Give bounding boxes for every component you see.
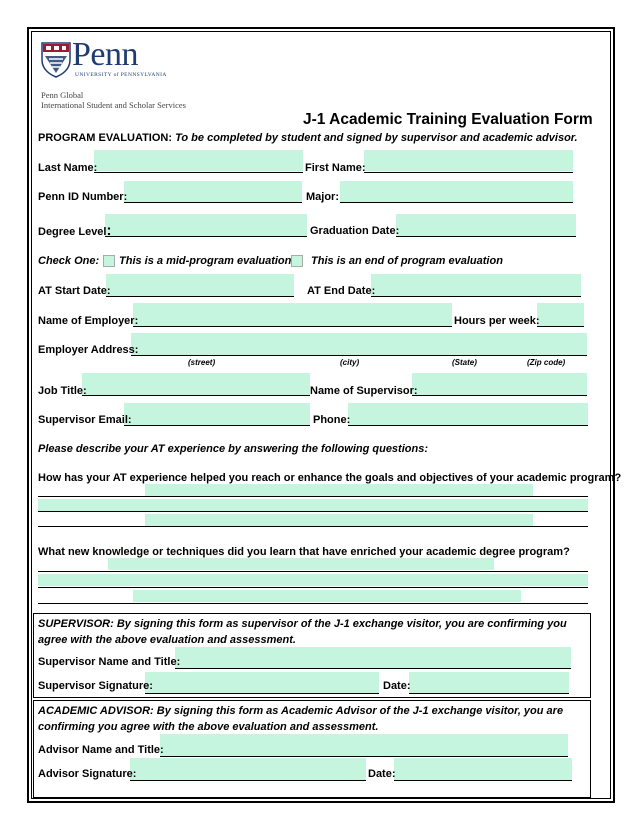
- employer-name-line: [133, 326, 452, 327]
- degree-level-line: [105, 236, 307, 237]
- supervisor-signature-label: Supervisor Signature:: [38, 680, 153, 692]
- supervisor-name-line: [412, 395, 587, 396]
- degree-level-text: Degree Level: [38, 226, 107, 238]
- job-title-field[interactable]: [82, 373, 310, 395]
- employer-address-label: Employer Address:: [38, 344, 139, 356]
- program-evaluation-label: PROGRAM EVALUATION:: [38, 132, 173, 144]
- major-line: [340, 202, 573, 203]
- phone-line: [348, 425, 588, 426]
- dept-line-2: International Student and Scholar Services: [41, 100, 186, 110]
- major-label: Major:: [306, 191, 339, 203]
- graduation-date-label: Graduation Date:: [310, 225, 400, 237]
- address-state-hint: (State): [452, 358, 477, 367]
- penn-shield-icon: [41, 42, 71, 83]
- answer-1-line-2[interactable]: [38, 499, 588, 511]
- answer-2-line-2[interactable]: [38, 574, 588, 586]
- supervisor-name-label: Name of Supervisor:: [310, 385, 418, 397]
- supervisor-name-title-field[interactable]: [175, 647, 571, 668]
- answer-2-rule-1: [38, 571, 588, 572]
- address-street-hint: (street): [188, 358, 216, 367]
- answer-1-rule-2: [38, 511, 588, 512]
- answer-2-rule-2: [38, 587, 588, 588]
- answer-2-rule-3: [38, 603, 588, 604]
- supervisor-statement: SUPERVISOR: By signing this form as supervisor of the J-1 exchange visitor, you are confirming you agree with the above evaluation and assessment.: [38, 618, 567, 646]
- advisor-signature-field[interactable]: [130, 758, 366, 780]
- supervisor-name-field[interactable]: [412, 373, 587, 395]
- hours-per-week-line: [537, 326, 584, 327]
- end-program-option: This is an end of program evaluation: [311, 255, 503, 267]
- at-start-date-line: [106, 296, 294, 297]
- phone-field[interactable]: [348, 403, 588, 425]
- first-name-field[interactable]: [364, 150, 573, 171]
- answer-1-line-3[interactable]: [145, 514, 533, 526]
- penn-id-label: Penn ID Number:: [38, 191, 128, 203]
- mid-program-option: This is a mid-program evaluation: [119, 255, 292, 267]
- employer-name-label: Name of Employer:: [38, 315, 139, 327]
- employer-address-field[interactable]: [131, 333, 587, 355]
- supervisor-name-title-label: Supervisor Name and Title:: [38, 656, 181, 668]
- advisor-date-line: [394, 780, 572, 781]
- questions-intro: Please describe your AT experience by answering the following questions:: [38, 443, 428, 455]
- advisor-name-title-field[interactable]: [160, 734, 568, 756]
- penn-logo-wordmark: Penn: [72, 36, 138, 73]
- advisor-date-label: Date:: [368, 768, 396, 780]
- degree-level-label: [38, 224, 111, 239]
- hours-per-week-label: Hours per week:: [454, 315, 540, 327]
- answer-2-line-1[interactable]: [108, 558, 494, 570]
- program-evaluation-header: [38, 132, 578, 145]
- supervisor-email-label: Supervisor Email:: [38, 414, 132, 426]
- question-2: What new knowledge or techniques did you learn that have enriched your academic degree program?: [38, 546, 570, 558]
- end-program-checkbox[interactable]: [291, 255, 303, 267]
- advisor-name-title-line: [160, 756, 568, 757]
- penn-id-line: [124, 202, 302, 203]
- job-title-line: [82, 395, 310, 396]
- check-one-label: Check One:: [38, 255, 100, 267]
- advisor-statement: ACADEMIC ADVISOR: By signing this form as Academic Advisor of the J-1 exchange visitor, you are confirming you agree with the above evaluation and assessment.: [38, 705, 564, 733]
- degree-level-field[interactable]: [105, 214, 307, 236]
- supervisor-signature-field[interactable]: [145, 672, 379, 693]
- employer-address-line: [131, 355, 587, 356]
- at-end-date-line: [371, 296, 581, 297]
- program-evaluation-instruction: To be completed by student and signed by supervisor and academic advisor.: [175, 132, 578, 144]
- job-title-label: Job Title:: [38, 385, 87, 397]
- last-name-field[interactable]: [94, 150, 303, 171]
- supervisor-date-label: Date:: [383, 680, 411, 692]
- advisor-name-title-label: Advisor Name and Title:: [38, 744, 164, 756]
- question-1: How has your AT experience helped you reach or enhance the goals and objectives of your academic program?: [38, 472, 622, 484]
- last-name-line: [94, 172, 303, 173]
- first-name-label: First Name:: [305, 162, 366, 174]
- mid-program-checkbox[interactable]: [103, 255, 115, 267]
- supervisor-date-field[interactable]: [409, 672, 569, 693]
- advisor-signature-line: [130, 780, 366, 781]
- at-start-date-label: AT Start Date:: [38, 285, 111, 297]
- at-start-date-field[interactable]: [106, 274, 294, 296]
- phone-label: Phone:: [313, 414, 351, 426]
- dept-line-1: Penn Global: [41, 90, 84, 100]
- advisor-signature-label: Advisor Signature:: [38, 768, 137, 780]
- degree-level-colon: :: [106, 222, 112, 239]
- answer-1-rule-3: [38, 526, 588, 527]
- first-name-line: [364, 172, 573, 173]
- graduation-date-line: [396, 236, 576, 237]
- major-field[interactable]: [340, 181, 573, 202]
- supervisor-email-field[interactable]: [124, 403, 310, 425]
- supervisor-signature-line: [145, 693, 379, 694]
- supervisor-email-line: [124, 425, 310, 426]
- graduation-date-field[interactable]: [396, 214, 576, 236]
- at-end-date-label: AT End Date:: [307, 285, 376, 297]
- at-end-date-field[interactable]: [371, 274, 581, 296]
- advisor-date-field[interactable]: [394, 758, 572, 780]
- last-name-label: Last Name:: [38, 162, 98, 174]
- supervisor-name-title-line: [175, 668, 571, 669]
- address-zip-hint: (Zip code): [527, 358, 566, 367]
- answer-1-line-1[interactable]: [145, 484, 533, 496]
- answer-1-rule-1: [38, 496, 588, 497]
- hours-per-week-field[interactable]: [537, 303, 584, 326]
- penn-logo-university: UNIVERSITY of PENNSYLVANIA: [75, 72, 167, 78]
- address-city-hint: (city): [340, 358, 360, 367]
- penn-id-field[interactable]: [124, 181, 302, 202]
- form-title: J-1 Academic Training Evaluation Form: [303, 111, 593, 128]
- supervisor-date-line: [409, 693, 569, 694]
- answer-2-line-3[interactable]: [133, 590, 521, 602]
- employer-name-field[interactable]: [133, 303, 452, 326]
